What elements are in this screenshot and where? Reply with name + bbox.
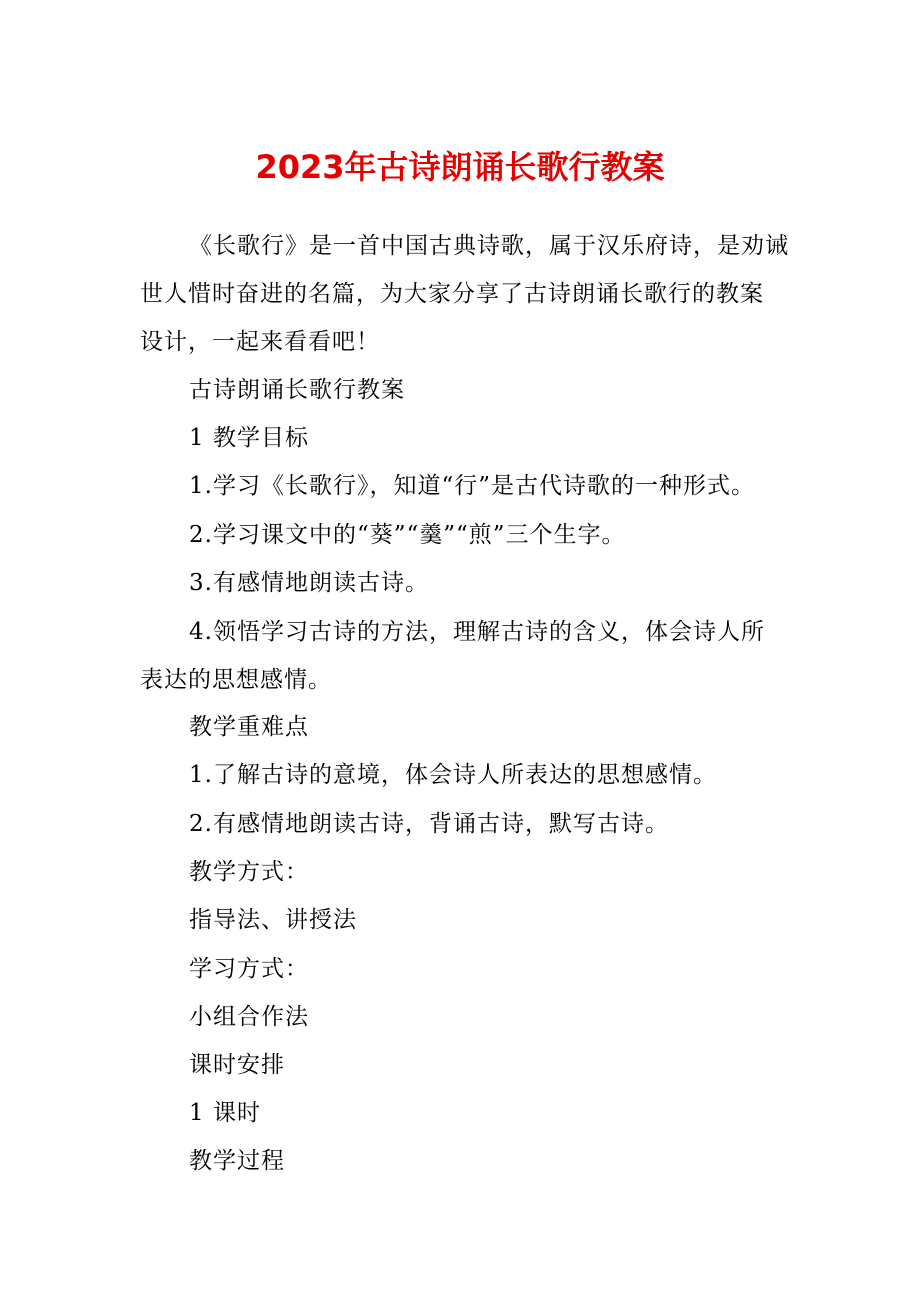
section-key-points-heading: 教学重难点 — [189, 714, 309, 740]
goal-1: 1.学习《长歌行》，知道“行”是古代诗歌的一种形式。 — [189, 473, 755, 499]
schedule-label: 课时安排 — [189, 1052, 285, 1078]
intro-line-3: 设计，一起来看看吧！ — [140, 329, 380, 355]
goal-4-line-2: 表达的思想感情。 — [140, 667, 332, 693]
goal-2: 2.学习课文中的“葵”“羹”“煎”三个生字。 — [189, 522, 626, 548]
document-title: 2023年古诗朗诵长歌行教案 — [255, 148, 665, 186]
intro-line-2: 世人惜时奋进的名篇，为大家分享了古诗朗诵长歌行的教案 — [140, 281, 764, 307]
teaching-method: 指导法、讲授法 — [189, 907, 357, 933]
teaching-method-label: 教学方式： — [189, 859, 309, 885]
schedule: 1 课时 — [189, 1100, 261, 1126]
learning-method-label: 学习方式： — [189, 956, 309, 982]
intro-line-1: 《长歌行》是一首中国古典诗歌，属于汉乐府诗，是劝诫 — [189, 233, 789, 259]
section-goals-heading: 1 教学目标 — [189, 425, 309, 451]
goal-3: 3.有感情地朗读古诗。 — [189, 570, 429, 596]
key-point-1: 1.了解古诗的意境，体会诗人所表达的思想感情。 — [189, 762, 717, 788]
goal-4-line-1: 4.领悟学习古诗的方法，理解古诗的含义，体会诗人所 — [189, 619, 765, 645]
learning-method: 小组合作法 — [189, 1004, 309, 1030]
process-label: 教学过程 — [189, 1148, 285, 1174]
subtitle: 古诗朗诵长歌行教案 — [189, 377, 405, 403]
key-point-2: 2.有感情地朗读古诗，背诵古诗，默写古诗。 — [189, 811, 669, 837]
